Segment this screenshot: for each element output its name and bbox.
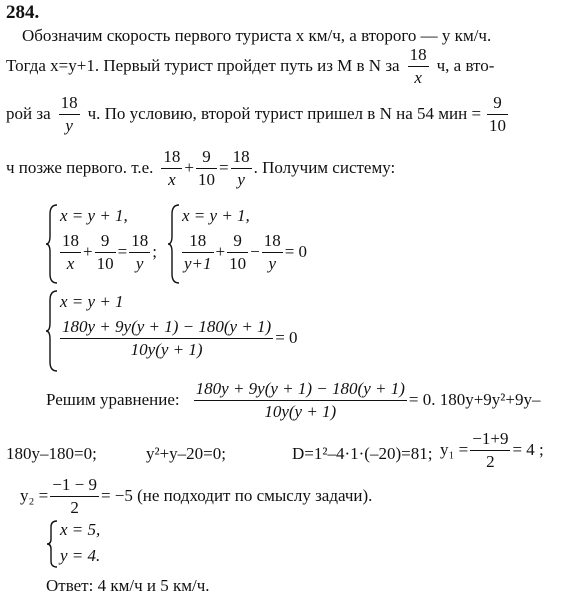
numerator: 18 — [60, 93, 78, 112]
solve-tail: = 0. 180y+9y²+9y– — [408, 390, 541, 410]
brace-system-2 — [168, 204, 180, 284]
answer: Ответ: 4 км/ч и 5 км/ч. — [46, 576, 210, 595]
fraction-18-over-y — [59, 94, 80, 135]
text-line-3 — [6, 94, 510, 135]
root-y2: y₂ = $\frac{-1 - 9}{2}$ = −5 (не подходит по смыслу задачи). — [20, 475, 373, 517]
numerator: 9 — [493, 93, 502, 112]
text-line-3-a: рой за — [6, 104, 51, 124]
solve-line-2c: D=1²–4·1·(–20)=81; — [292, 444, 433, 463]
system-1-eq2: $\frac{18}{x}$ + $\frac{9}{10}$ = $\frac{18}{y}$ ; — [62, 231, 157, 273]
system-1-eq1: x = y + 1, — [60, 206, 128, 225]
fraction-9-over-10-2: $\frac{9}{10}$ — [198, 147, 216, 189]
denominator: y — [65, 115, 73, 135]
brace-system-1 — [46, 204, 58, 284]
final-eq2: y = 4. — [60, 546, 101, 565]
text-line-4-a: ч позже первого. т.е. — [6, 158, 154, 178]
text-line-1: Обозначим скорость первого туриста x км/ч, а второго — y км/ч. — [22, 26, 492, 45]
text-line-2 — [6, 46, 494, 87]
solve-lead: Решим уравнение: — [46, 390, 180, 410]
text-line-2-a: Тогда x=y+1. Первый турист пройдет путь из M в N за — [6, 56, 400, 76]
denominator: 10 — [489, 115, 507, 135]
text-line-4: ч позже первого. т.е. $\frac{18}{x}$ + $\frac{9}{10}$ = $\frac{18}{y}$ . Получим систему: — [6, 147, 396, 189]
root-y1: y₁ = $\frac{-1+9}{2}$ = 4 ; — [440, 429, 544, 471]
brace-final-system — [46, 520, 58, 568]
final-eq1: x = 5, — [60, 520, 101, 539]
system-3-eq1: x = y + 1 — [60, 292, 124, 311]
fraction-18-over-y-2: $\frac{18}{y}$ — [232, 147, 250, 189]
numerator: 18 — [409, 45, 427, 64]
problem-number: 284. — [6, 2, 40, 23]
system-2-eq1: x = y + 1, — [182, 206, 250, 225]
text-line-2-b: ч, а вто- — [436, 56, 495, 76]
solve-line-2a: 180y–180=0; — [6, 444, 97, 463]
system-2-eq2: $\frac{18}{y+1}$ + $\frac{9}{10}$ − $\frac{18}{y}$ = 0 — [184, 231, 308, 273]
fraction-18-over-x-2: $\frac{18}{x}$ — [163, 147, 181, 189]
system-3-eq2: $\frac{180y + 9y(y + 1) - 180(y + 1)}{10y(y + 1)}$ = 0 — [62, 317, 298, 359]
fraction-18-over-x — [408, 46, 429, 87]
text-line-3-b: ч. По условию, второй турист пришел в N на 54 мин = — [87, 104, 482, 124]
fraction-9-over-10 — [487, 94, 508, 135]
denominator: x — [414, 67, 422, 87]
brace-system-3 — [46, 290, 58, 372]
text-line-4-b: . Получим систему: — [253, 158, 396, 178]
solve-line-1: Решим уравнение: $\frac{180y + 9y(y + 1) - 180(y + 1)}{10y(y + 1)}$ = 0. 180y+9y²+9y– — [46, 379, 541, 421]
solve-line-2b: y²+y–20=0; — [146, 444, 226, 463]
